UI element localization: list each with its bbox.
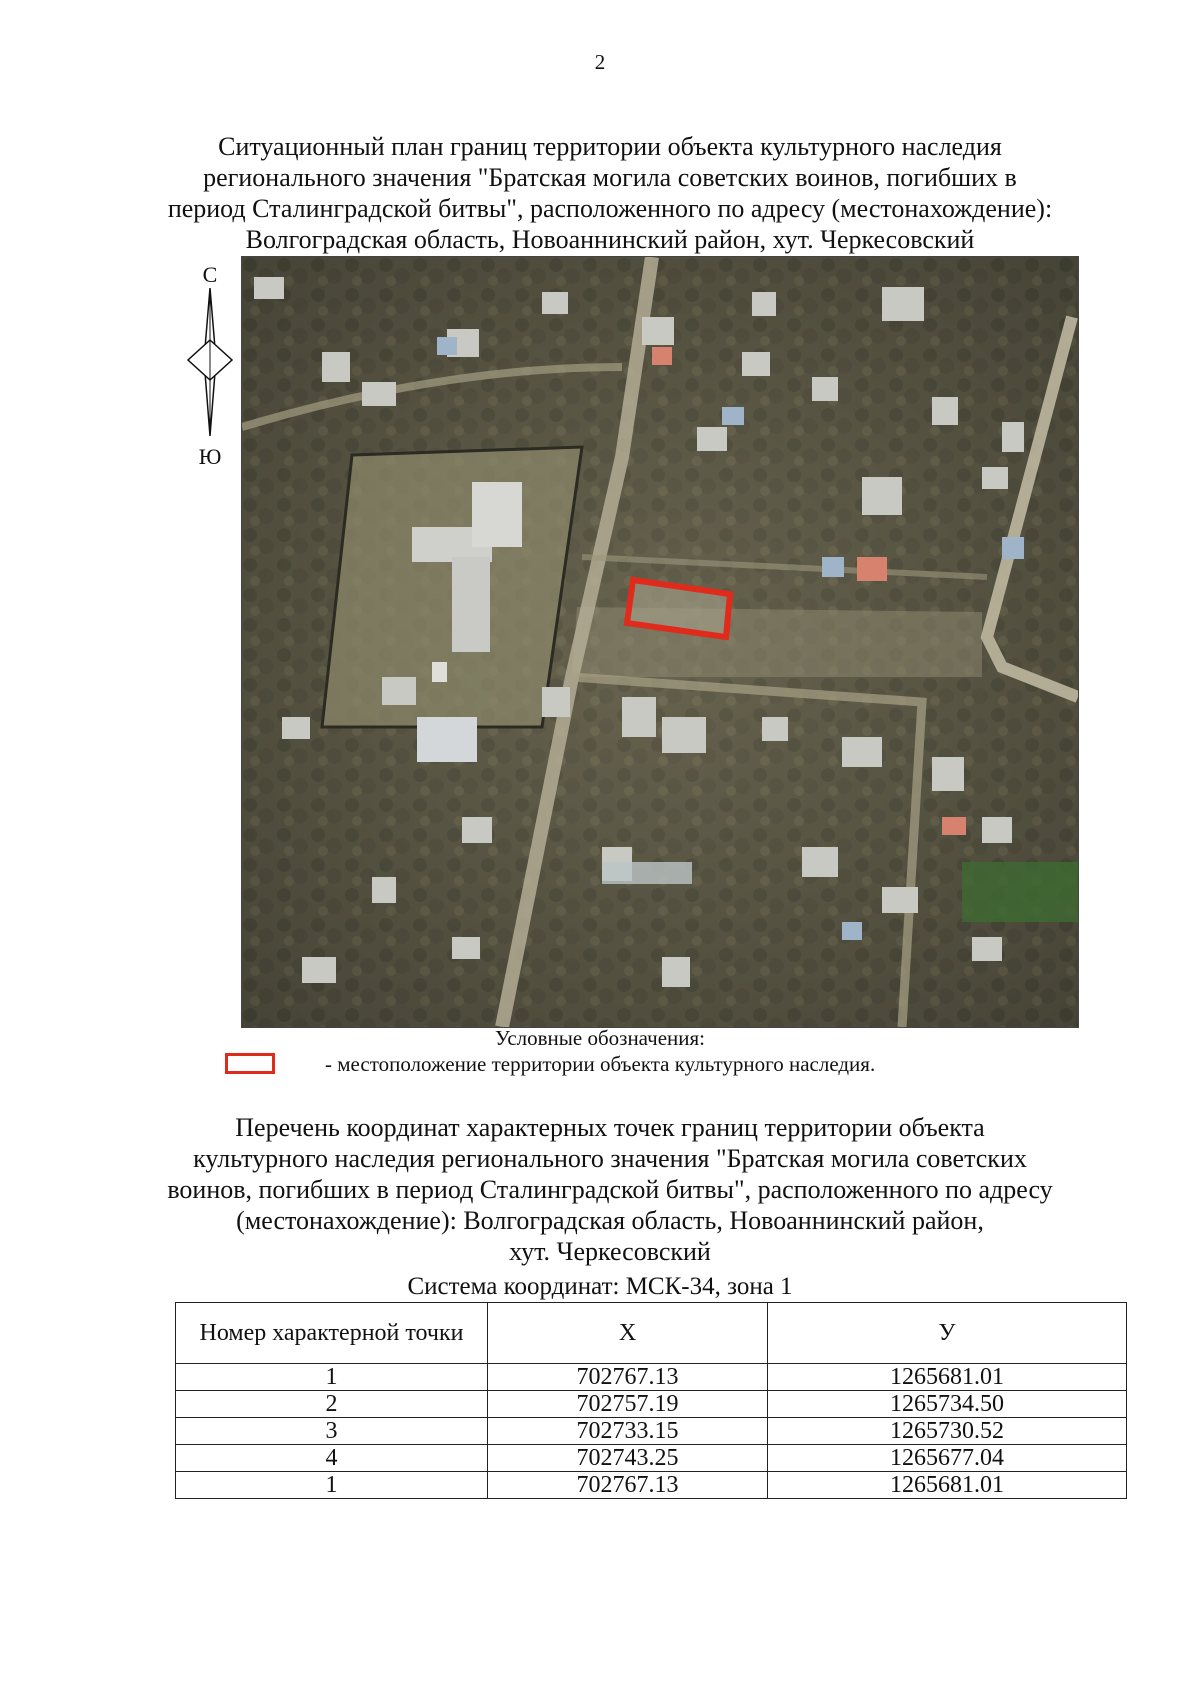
coordinate-system-label: Система координат: МСК-34, зона 1 bbox=[407, 1273, 793, 1300]
table-header-row bbox=[176, 1303, 1127, 1364]
coordinates-title-line: (местонахождение): Волгоградская область, Новоаннинский район, bbox=[236, 1206, 984, 1235]
x-cell: 702767.13 bbox=[488, 1472, 768, 1499]
legend-boundary-swatch bbox=[225, 1053, 275, 1074]
header-x: Х bbox=[488, 1303, 768, 1364]
table-row bbox=[176, 1364, 1127, 1391]
compass-arrow-icon bbox=[180, 288, 240, 448]
table-row bbox=[176, 1391, 1127, 1418]
plan-title bbox=[150, 131, 1070, 255]
plan-title-line: регионального значения "Братская могила советских воинов, погибших в bbox=[203, 163, 1017, 192]
legend-item-text: - местоположение территории объекта культурного наследия. bbox=[325, 1052, 876, 1076]
point-number-cell: 2 bbox=[176, 1391, 488, 1418]
coordinates-title-line: Перечень координат характерных точек границ территории объекта bbox=[235, 1113, 985, 1142]
point-number-cell: 3 bbox=[176, 1418, 488, 1445]
y-cell: 1265681.01 bbox=[768, 1472, 1127, 1499]
page-number: 2 bbox=[594, 50, 606, 74]
x-cell: 702767.13 bbox=[488, 1364, 768, 1391]
point-number-cell: 4 bbox=[176, 1445, 488, 1472]
y-cell: 1265730.52 bbox=[768, 1418, 1127, 1445]
point-number-cell: 1 bbox=[176, 1472, 488, 1499]
header-y: У bbox=[768, 1303, 1127, 1364]
y-cell: 1265734.50 bbox=[768, 1391, 1127, 1418]
north-label: С bbox=[202, 262, 218, 287]
x-cell: 702743.25 bbox=[488, 1445, 768, 1472]
point-number-cell: 1 bbox=[176, 1364, 488, 1391]
coordinates-title-line: культурного наследия регионального значения "Братская могила советских bbox=[193, 1144, 1027, 1173]
north-arrow bbox=[180, 262, 240, 472]
coordinates-title bbox=[150, 1112, 1070, 1267]
table-row bbox=[176, 1472, 1127, 1499]
plan-title-line: период Сталинградской битвы", расположенного по адресу (местонахождение): bbox=[167, 194, 1053, 223]
plan-title-line: Ситуационный план границ территории объекта культурного наследия bbox=[218, 132, 1002, 161]
satellite-map bbox=[241, 256, 1079, 1028]
header-point-number: Номер характерной точки bbox=[176, 1303, 488, 1364]
south-label: Ю bbox=[198, 444, 222, 469]
coordinates-title-line: хут. Черкесовский bbox=[509, 1237, 711, 1266]
y-cell: 1265681.01 bbox=[768, 1364, 1127, 1391]
table-row bbox=[176, 1418, 1127, 1445]
coordinates-table bbox=[175, 1302, 1127, 1499]
satellite-image bbox=[242, 257, 1078, 1027]
y-cell: 1265677.04 bbox=[768, 1445, 1127, 1472]
coordinates-title-line: воинов, погибших в период Сталинградской битвы", расположенного по адресу bbox=[167, 1175, 1053, 1204]
table-row bbox=[176, 1445, 1127, 1472]
plan-title-line: Волгоградская область, Новоаннинский район, хут. Черкесовский bbox=[245, 225, 975, 254]
x-cell: 702757.19 bbox=[488, 1391, 768, 1418]
x-cell: 702733.15 bbox=[488, 1418, 768, 1445]
legend-title: Условные обозначения: bbox=[494, 1026, 706, 1050]
